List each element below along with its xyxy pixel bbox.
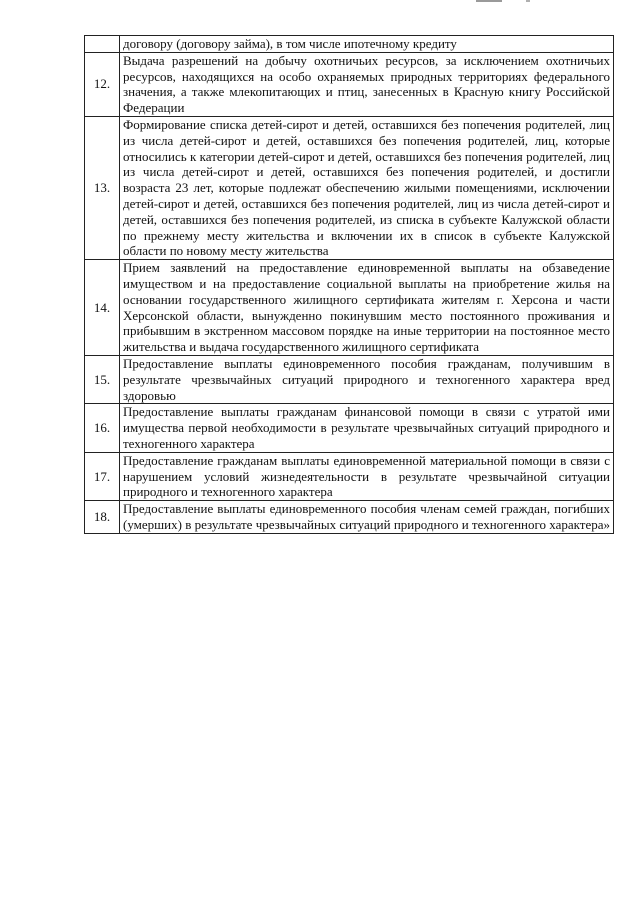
table-row <box>85 404 614 452</box>
table-row <box>85 260 614 356</box>
row-text: Формирование списка детей-сирот и детей, оставшихся без попечения родителей, лиц из числа детей-сирот и детей, оставшихся без попечения родителей, лиц, которые относились к категории детей-сирот и детей, оставшихся без попечения родителей, лиц из числа детей-сирот и детей, оставшихся без попечения родителей, и достигли возраста 23 лет, которые подлежат обеспечению жилыми помещениями, исключении детей-сирот и детей, оставшихся без попечения родителей, лиц из числа детей-сирот и детей, оставшихся без попечения родителей, из списка в субъекте Калужской области по прежнему месту жительства и включении их в список в субъекте Калужской области по новому месту жительства <box>120 116 614 259</box>
row-text: договору (договору займа), в том числе ипотечному кредиту <box>120 36 614 53</box>
table-row <box>85 52 614 116</box>
row-number: 12. <box>85 52 120 116</box>
row-number: 14. <box>85 260 120 356</box>
row-number: 13. <box>85 116 120 259</box>
table-row <box>85 501 614 534</box>
row-number: 17. <box>85 452 120 500</box>
row-number: 16. <box>85 404 120 452</box>
page-top-mark <box>476 0 502 2</box>
row-text: Предоставление гражданам выплаты единовременной материальной помощи в связи с нарушением условий жизнедеятельности в результате чрезвычайной ситуации природного и техногенного характера <box>120 452 614 500</box>
services-table <box>84 35 614 534</box>
row-number: 18. <box>85 501 120 534</box>
table-row <box>85 355 614 403</box>
row-number: 15. <box>85 355 120 403</box>
row-number <box>85 36 120 53</box>
row-text: Выдача разрешений на добычу охотничьих ресурсов, за исключением охотничьих ресурсов, находящихся на особо охраняемых природных территориях федерального значения, а также млекопитающих и птиц, занесенных в Красную книгу Российской Федерации <box>120 52 614 116</box>
row-text: Предоставление выплаты единовременного пособия гражданам, получившим в результате чрезвычайных ситуаций природного и техногенного характера вред здоровью <box>120 355 614 403</box>
table-row <box>85 36 614 53</box>
table-row <box>85 116 614 259</box>
row-text: Предоставление выплаты единовременного пособия членам семей граждан, погибших (умерших) в результате чрезвычайных ситуаций природного и техногенного характера» <box>120 501 614 534</box>
row-text: Предоставление выплаты гражданам финансовой помощи в связи с утратой ими имущества первой необходимости в результате чрезвычайных ситуаций природного и техногенного характера <box>120 404 614 452</box>
page-top-dot <box>526 0 530 2</box>
table-row <box>85 452 614 500</box>
row-text: Прием заявлений на предоставление единовременной выплаты на обзаведение имуществом и на предоставление социальной выплаты на приобретение жилья на основании государственного жилищного сертификата жителям г. Херсона и части Херсонской области, вынужденно покинувшим место постоянного проживания и прибывшим в экстренном массовом порядке на иные территории на постоянное место жительства и выдача государственного жилищного сертификата <box>120 260 614 356</box>
